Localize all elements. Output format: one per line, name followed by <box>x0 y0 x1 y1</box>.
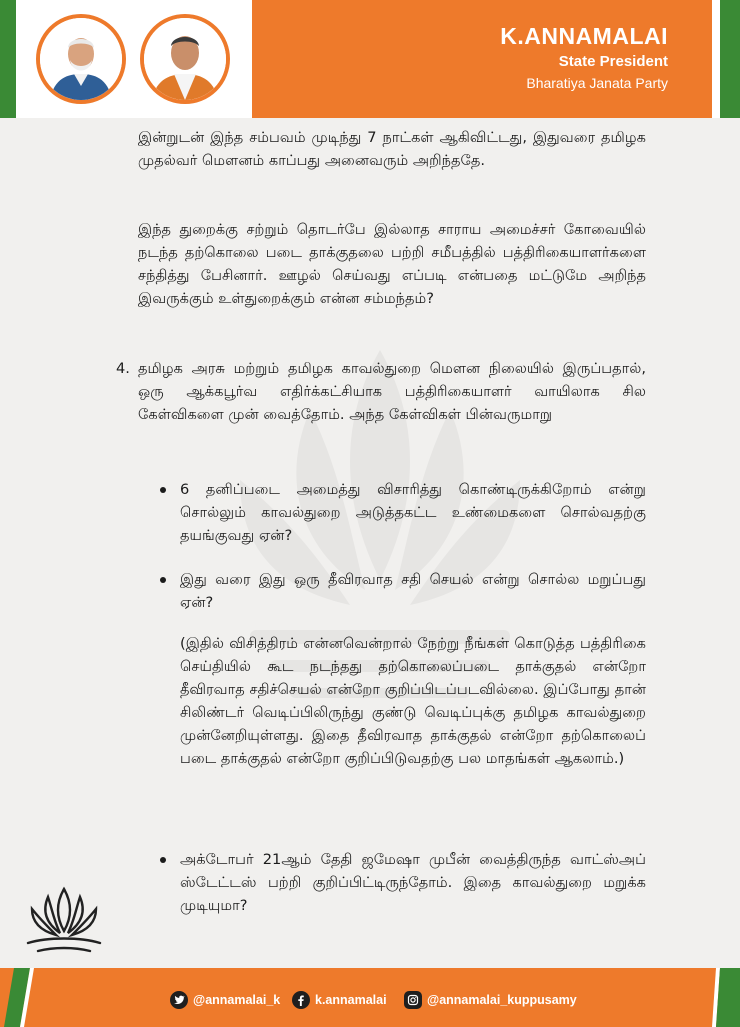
leader-name: K.ANNAMALAI <box>500 23 668 49</box>
twitter-handle[interactable] <box>170 990 280 1010</box>
twitter-icon <box>170 991 188 1009</box>
instagram-icon <box>404 991 422 1009</box>
leader-photo-1 <box>36 14 126 104</box>
list-item-4: தமிழக அரசு மற்றும் தமிழக காவல்துறை மௌன நிலையில் இருப்பதால், ஒரு ஆக்கபூர்வ எதிர்க்கட்சியாக பத்திரிகையாளர் வாயிலாக சில கேள்விகளை முன் வைத்தோம். அந்த கேள்விகள் பின்வருமாறு <box>138 360 646 423</box>
facebook-handle-text: k.annamalai <box>315 993 387 1007</box>
facebook-handle[interactable] <box>292 990 387 1010</box>
letterhead-text <box>500 22 668 92</box>
bullet-2-note: (இதில் விசித்திரம் என்னவென்றால் நேற்று நீங்கள் கொடுத்த பத்திரிகை செய்தியில் கூட நடந்தது தற்கொலைப்படை தாக்குதல் என்றோ தீவிரவாத சதிச்செயல் என்றோ குறிப்பிடப்படவில்லை. இப்போது தான் சிலிண்டர் வெடிப்பிலிருந்து குண்டு வெடிப்புக்கு தமிழக காவல்துறை முன்னேறியுள்ளது. இதை தீவிரவாத தாக்குதல் என்றோ தற்கொலைப் படை தாக்குதல் என்றோ குறிப்பிடுவதற்கு பல மாதங்கள் ஆகலாம்.) <box>180 635 646 767</box>
leader-role: State President <box>558 53 668 70</box>
bullet-item-3: அக்டோபர் 21ஆம் தேதி ஜமேஷா முபீன் வைத்திருந்த வாட்ஸ்அப் ஸ்டேட்டஸ் பற்றி குறிப்பிட்டிருந்தோம். இதை காவல்துறை மறுக்க முடியுமா? <box>180 851 647 914</box>
bullet-item-2: இது வரை இது ஒரு தீவிரவாத சதி செயல் என்று சொல்ல மறுப்பது ஏன்? <box>180 571 646 611</box>
list-number: 4. <box>116 360 130 377</box>
party-name: Bharatiya Janata Party <box>526 75 668 91</box>
twitter-handle-text: @annamalai_k <box>193 993 281 1007</box>
instagram-handle-text: @annamalai_kuppusamy <box>427 993 577 1007</box>
facebook-icon <box>292 991 310 1009</box>
instagram-handle[interactable] <box>404 990 577 1010</box>
letterhead <box>0 0 740 118</box>
bullet-dot <box>160 577 166 583</box>
lotus-icon <box>18 885 110 955</box>
bullet-item-1: 6 தனிப்படை அமைத்து விசாரித்து கொண்டிருக்கிறோம் என்று சொல்லும் காவல்துறை அடுத்தகட்ட உண்மைகளை சொல்வதற்கு தயங்குவது ஏன்? <box>180 481 646 544</box>
bullet-dot <box>160 857 166 863</box>
bullet-dot <box>160 487 166 493</box>
paragraph-1: இன்றுடன் இந்த சம்பவம் முடிந்து 7 நாட்கள் ஆகிவிட்டது, இதுவரை தமிழக முதல்வர் மௌனம் காப்பது அனைவரும் அறிந்ததே. <box>138 129 646 169</box>
leader-photo-2 <box>140 14 230 104</box>
paragraph-2: இந்த துறைக்கு சற்றும் தொடர்பே இல்லாத சாராய அமைச்சர் கோவையில் நடந்த தற்கொலை படை தாக்குதலை பற்றி சமீபத்தில் பத்திரிகையாளர்களை சந்தித்து பேசினார். ஊழல் செய்வது எப்படி என்பதை மட்டுமே அறிந்த இவருக்கும் உள்துறைக்கும் என்ன சம்மந்தம்? <box>138 221 646 307</box>
